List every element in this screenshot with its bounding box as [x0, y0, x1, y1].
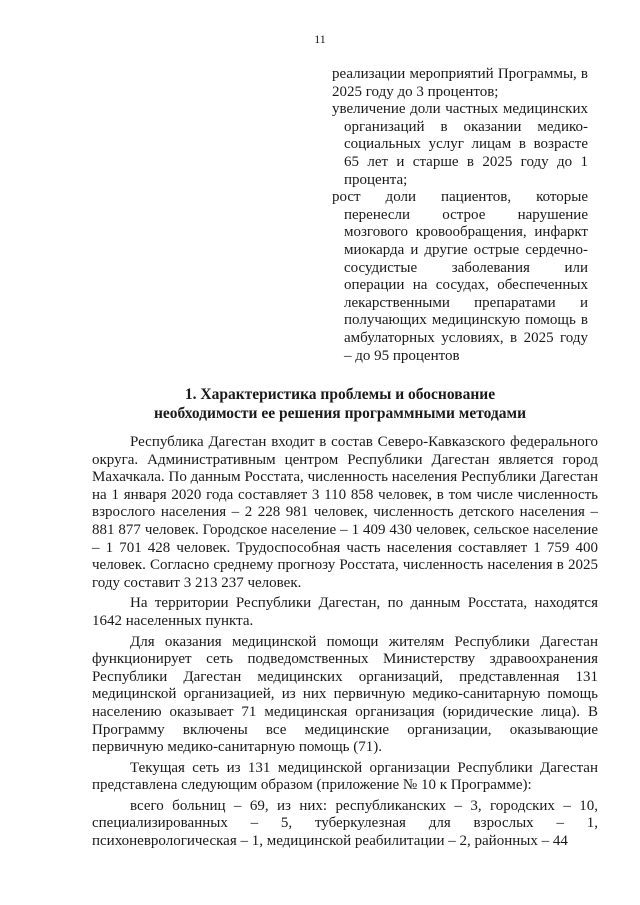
target-item: увеличение доли частных медицинских организаций в оказании медико-социальных услуг лицам в возрасте 65 лет и старше в 2025 году до 1 процента; [332, 101, 588, 188]
section-body [92, 434, 598, 854]
paragraph: всего больниц – 69, из них: республиканских – 3, городских – 10, специализированных – 5, туберкулезная для взрослых – 1, психоневрологическая – 1, медицинской реабилитации – 2, районных – 44 [92, 797, 598, 850]
section-heading [92, 386, 588, 423]
target-indicators [332, 66, 588, 365]
target-item: реализации мероприятий Программы, в 2025 году до 3 процентов; [332, 66, 588, 100]
paragraph: Республика Дагестан входит в состав Северо-Кавказского федерального округа. Административным центром Республики Дагестан является город Махачкала. По данным Росстата, численность населения Республики Дагестан на 1 января 2020 года составляет 3 110 858 человек, в том числе численность взрослого населения – 2 228 981 человек, численность детского населения – 881 877 человек. Городское население – 1 409 430 человек, сельское население – 1 701 428 человек. Трудоспособная часть населения составляет 1 759 400 человек. Согласно среднему прогнозу Росстата, численность населения в 2025 году составит 3 213 237 человек. [92, 434, 598, 591]
page-number: 11 [314, 32, 326, 46]
target-item: рост доли пациентов, которые перенесли острое нарушение мозгового кровообращения, инфаркт миокарда и другие острые сердечно-сосудистые заболевания или операции на сосудах, обеспеченных лекарственными препаратами и получающих медицинскую помощь в амбулаторных условиях, в 2025 году – до 95 процентов [332, 189, 588, 364]
heading-line: необходимости ее решения программными методами [153, 404, 527, 422]
paragraph: На территории Республики Дагестан, по данным Росстата, находятся 1642 населенных пункта. [92, 595, 598, 629]
heading-line: 1. Характеристика проблемы и обоснование [184, 386, 496, 403]
paragraph: Для оказания медицинской помощи жителям Республики Дагестан функционирует сеть подведомственных Министерству здравоохранения Республики Дагестан медицинских организаций, представленная 131 медицинской организацией, из них первичную медико-санитарную помощь населению оказывает 71 медицинская организация (юридические лица). В Программу включены все медицинские организации, оказывающие первичную медико-санитарную помощь (71). [92, 633, 598, 756]
paragraph: Текущая сеть из 131 медицинской организации Республики Дагестан представлена следующим образом (приложение № 10 к Программе): [92, 759, 598, 794]
